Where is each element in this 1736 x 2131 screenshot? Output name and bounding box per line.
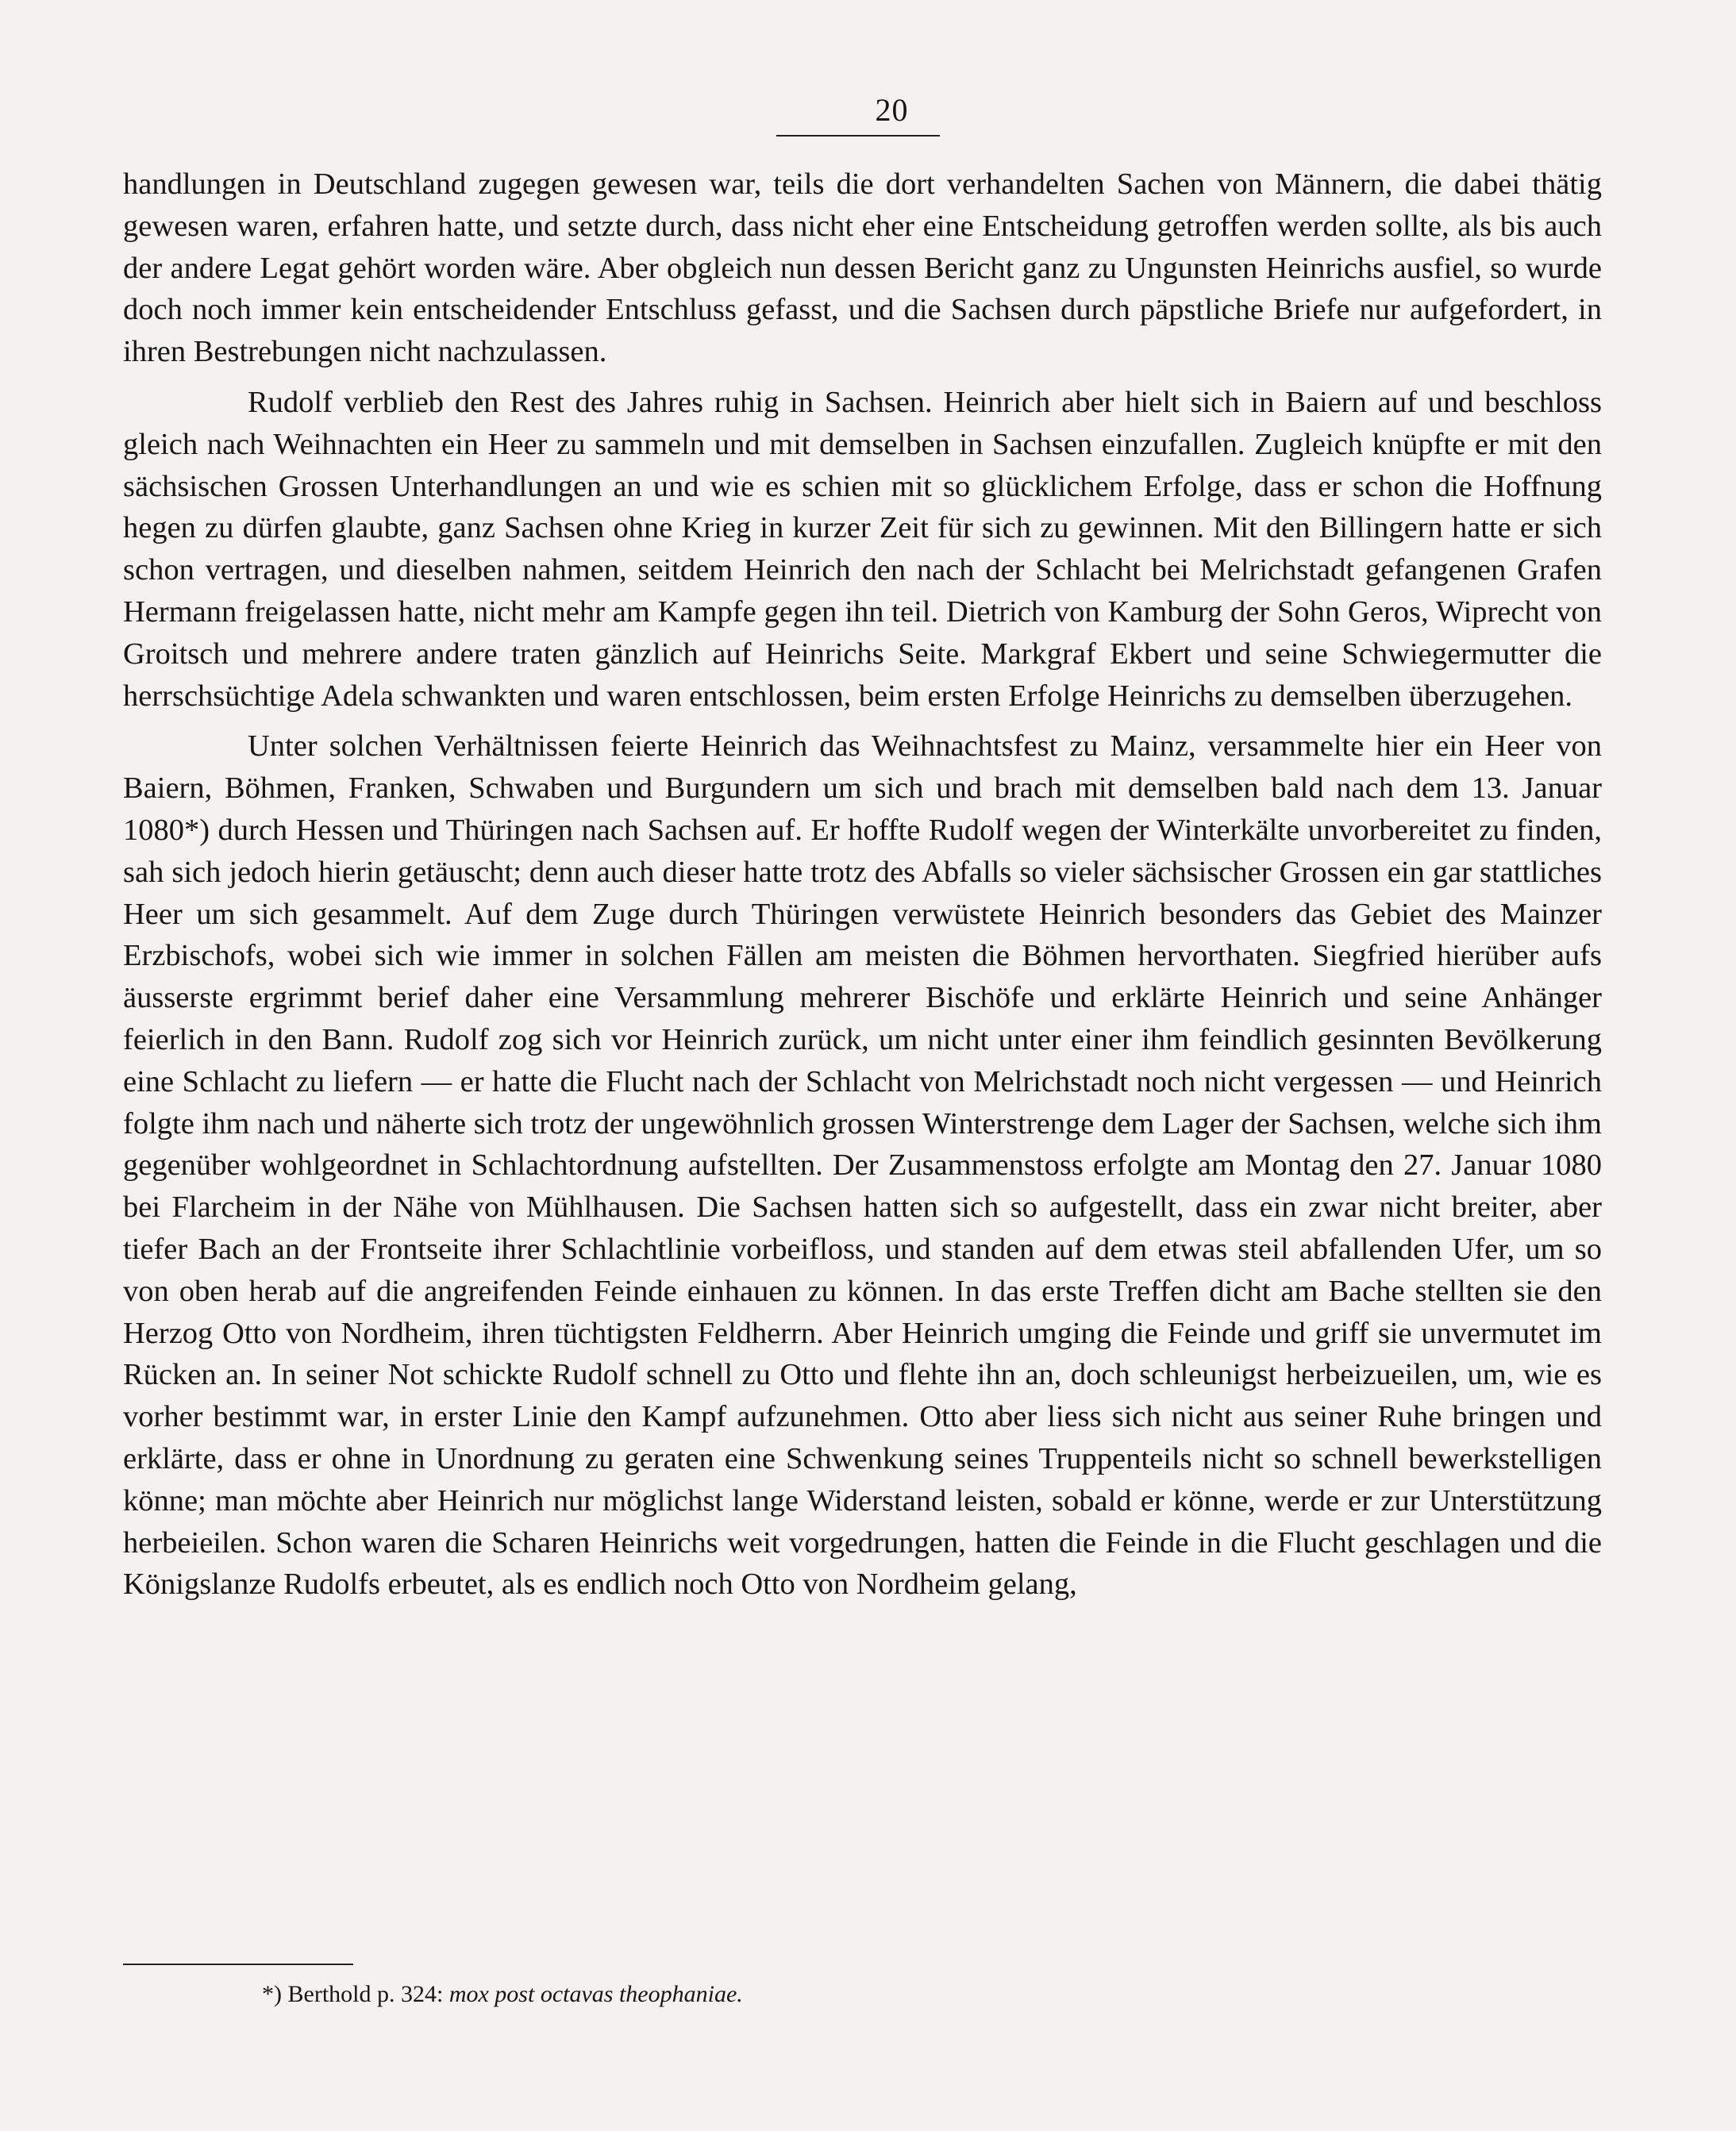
footnote-source: Berthold p. 324:: [287, 1981, 444, 2007]
footnote-rule: [123, 1964, 353, 1965]
paragraph-weihnachtsfest-mainz: Unter solchen Verhältnissen feierte Heinrich das Weihnachtsfest zu Mainz, versammelte hier ein Heer von Baiern, Böhmen, Franken, Schwaben und Burgundern um sich und brach mit demselben bald nach dem 13. Januar 1080*) durch Hessen und Thüringen nach Sachsen auf. Er hoffte Rudolf wegen der Winterkälte unvorbereitet zu finden, sah sich jedoch hierin getäuscht; denn auch dieser hatte trotz des Abfalls so vieler sächsischer Grossen ein gar stattliches Heer um sich gesammelt. Auf dem Zuge durch Thüringen verwüstete Heinrich besonders das Gebiet des Mainzer Erzbischofs, wobei sich wie immer in solchen Fällen am meisten die Böhmen hervorthaten. Siegfried hierüber aufs äusserste ergrimmt berief daher eine Versammlung mehrerer Bischöfe und erklärte Heinrich und seine Anhänger feierlich in den Bann. Rudolf zog sich vor Heinrich zurück, um nicht unter einer ihm feindlich gesinnten Bevölkerung eine Schlacht zu liefern — er hatte die Flucht nach der Schlacht von Melrichstadt noch nicht vergessen — und Heinrich folgte ihm nach und näherte sich trotz der ungewöhnlich grossen Winterstrenge dem Lager der Sachsen, welche sich ihm gegenüber wohlgeordnet in Schlachtordnung aufstellten. Der Zusammenstoss erfolgte am Montag den 27. Januar 1080 bei Flarcheim in der Nähe von Mühlhausen. Die Sachsen hatten sich so aufgestellt, dass ein zwar nicht breiter, aber tiefer Bach an der Frontseite ihrer Schlachtlinie vorbeifloss, und standen auf dem etwas steil abfallenden Ufer, um so von oben herab auf die angreifenden Feinde einhauen zu können. In das erste Treffen dicht am Bache stellten sie den Herzog Otto von Nordheim, ihren tüchtigsten Feldherrn. Aber Heinrich umging die Feinde und griff sie unvermutet im Rücken an. In seiner Not schickte Rudolf schnell zu Otto und flehte ihn an, doch schleunigst herbeizueilen, um, wie es vorher bestimmt war, in erster Linie den Kampf aufzunehmen. Otto aber liess sich nicht aus seiner Ruhe bringen und erklärte, dass er ohne in Unordnung zu geraten eine Schwenkung seines Truppenteils nicht so schnell bewerkstelligen könne; man möchte aber Heinrich nur möglichst lange Widerstand leisten, sobald er könne, werde er zur Unterstützung herbeieilen. Schon waren die Scharen Heinrichs weit vorgedrungen, hatten die Feinde in die Flucht geschlagen und die Königslanze Rudolfs erbeutet, als es endlich noch Otto von Nordheim gelang,: [123, 729, 1602, 1602]
footnote-marker: *): [262, 1981, 282, 2007]
page-number: 20: [875, 92, 909, 128]
body-text: [123, 163, 1602, 1614]
header-rule: [776, 135, 940, 137]
footnote-quote: mox post octavas theophaniae.: [448, 1981, 743, 2007]
footnote: [262, 1979, 743, 2010]
paragraph-continuation: handlungen in Deutschland zugegen gewesen war, teils die dort verhandelten Sachen von Männern, die dabei thätig gewesen waren, erfahren hatte, und setzte durch, dass nicht eher eine Entscheidung getroffen werden sollte, als bis auch der andere Legat gehört worden wäre. Aber obgleich nun dessen Bericht ganz zu Ungunsten Heinrichs ausfiel, so wurde doch noch immer kein entscheidender Entschluss gefasst, und die Sachsen durch päpstliche Briefe nur aufgefordert, in ihren Bestrebungen nicht nachzulassen.: [123, 167, 1602, 369]
paragraph-rudolf-in-sachsen: Rudolf verblieb den Rest des Jahres ruhig in Sachsen. Heinrich aber hielt sich in Baiern auf und beschloss gleich nach Weihnachten ein Heer zu sammeln und mit demselben in Sachsen einzufallen. Zugleich knüpfte er mit den sächsischen Grossen Unterhandlungen an und wie es schien mit so glücklichem Erfolge, dass er schon die Hoffnung hegen zu dürfen glaubte, ganz Sachsen ohne Krieg in kurzer Zeit für sich zu gewinnen. Mit den Billingern hatte er sich schon vertragen, und dieselben nahmen, seitdem Heinrich den nach der Schlacht bei Melrichstadt gefangenen Grafen Hermann freigelassen hatte, nicht mehr am Kampfe gegen ihn teil. Dietrich von Kamburg der Sohn Geros, Wiprecht von Groitsch und mehrere andere traten gänzlich auf Heinrichs Seite. Markgraf Ekbert und seine Schwiegermutter die herrschsüchtige Adela schwankten und waren entschlossen, beim ersten Erfolge Heinrichs zu demselben überzugehen.: [123, 385, 1602, 713]
